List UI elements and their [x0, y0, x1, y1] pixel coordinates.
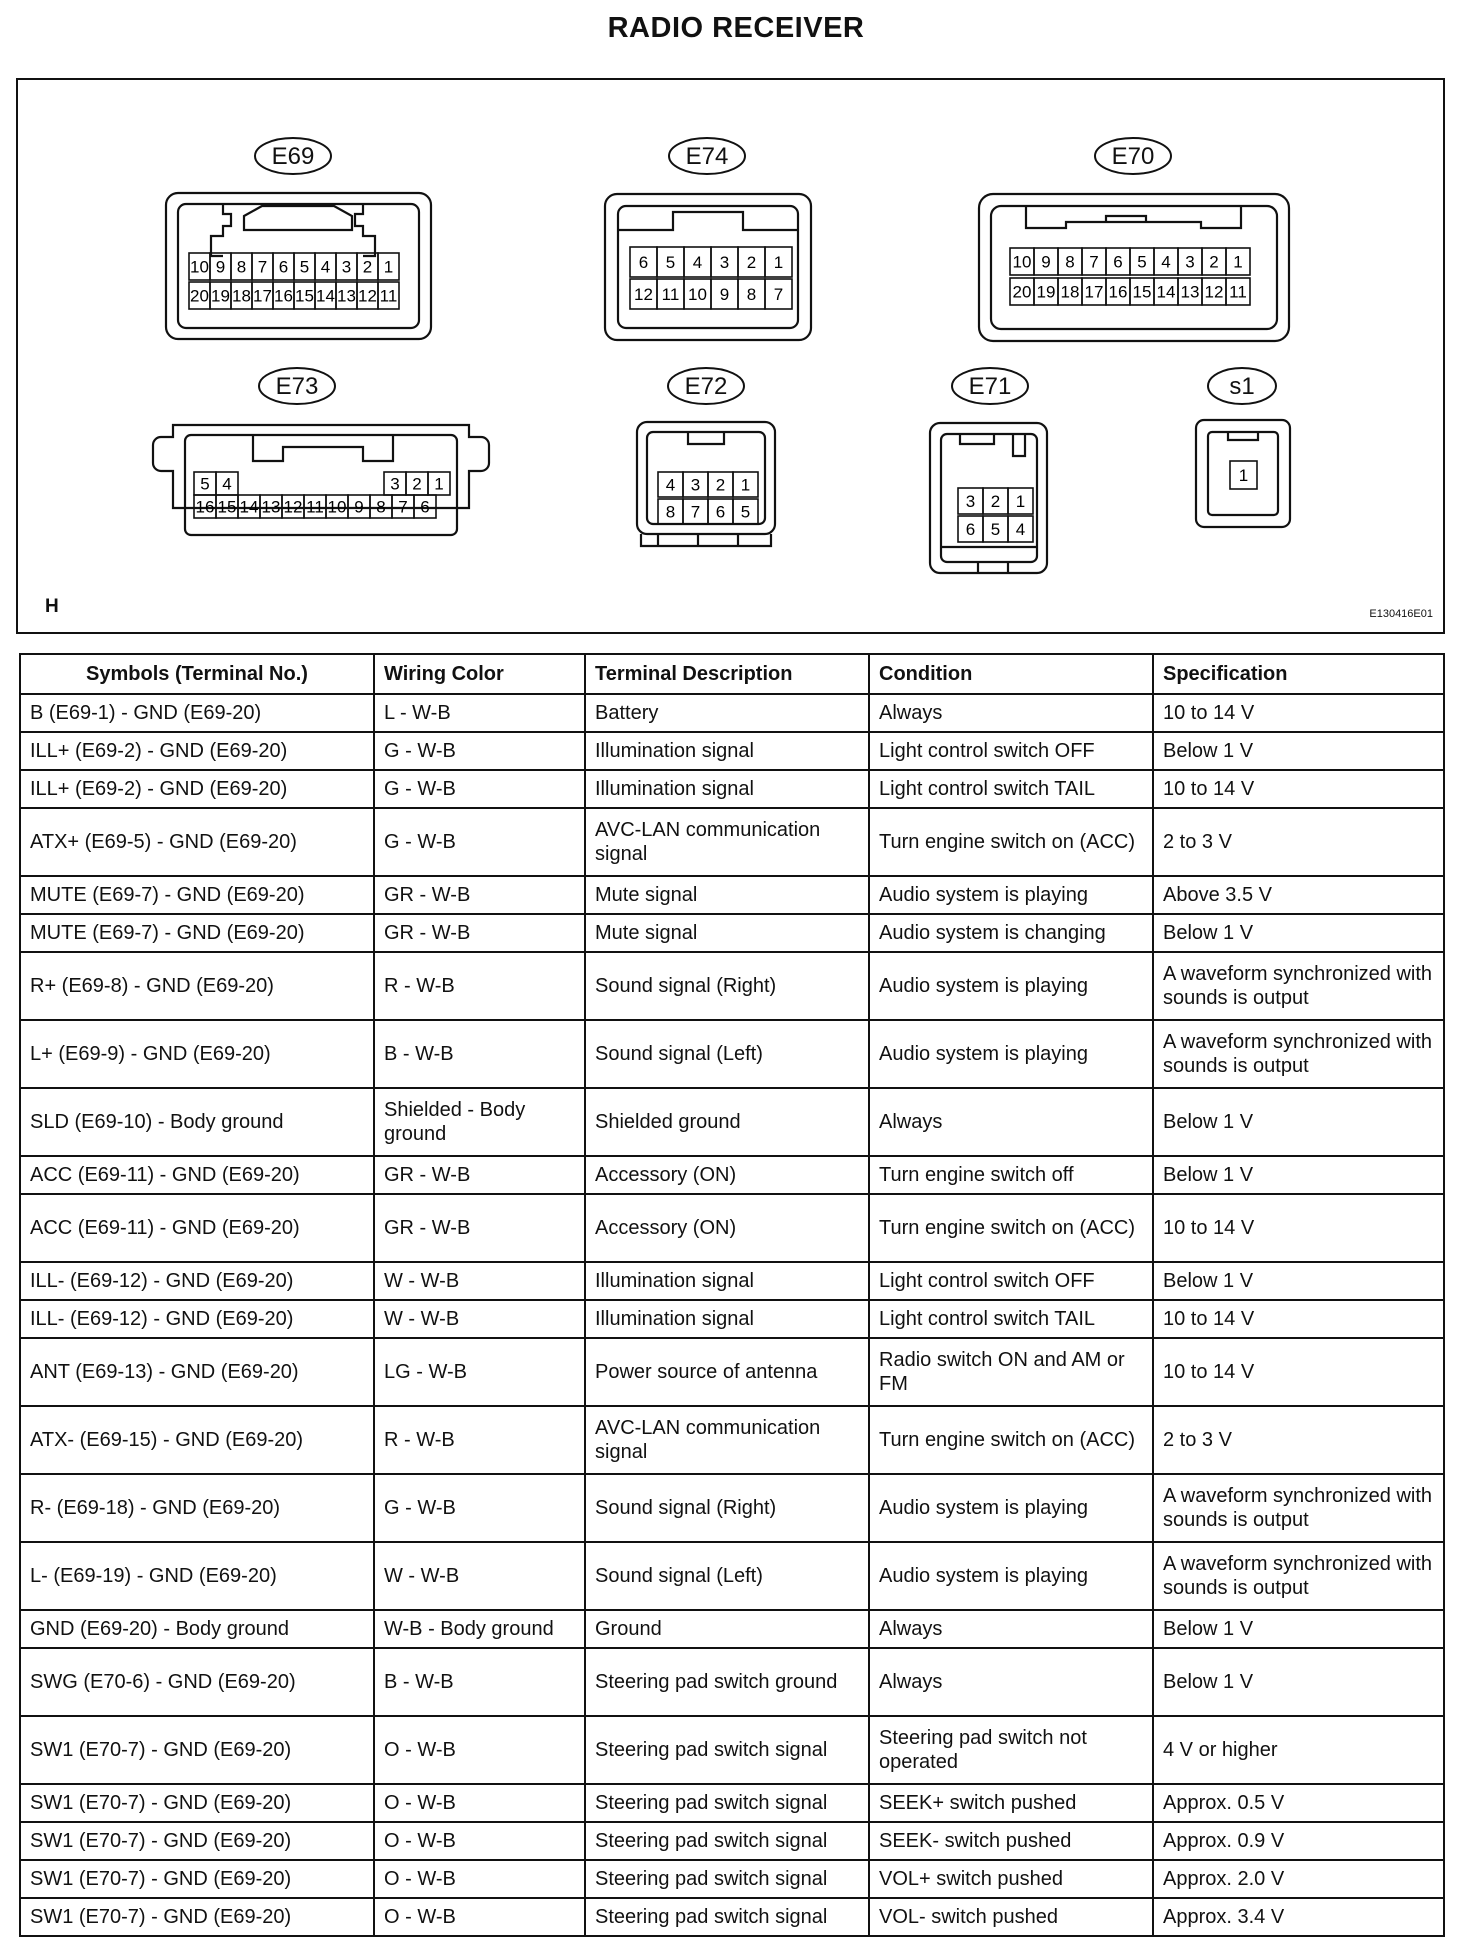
connector-label-s1: s1: [1229, 373, 1255, 400]
cell-wiring-color: GR - W-B: [374, 1156, 585, 1194]
connector-label-e73: E73: [275, 373, 319, 400]
pin-number: 9: [1041, 252, 1051, 272]
cell-terminal-description: Illumination signal: [585, 1262, 869, 1300]
pin-number: 3: [1185, 252, 1195, 272]
cell-symbols: SW1 (E70-7) - GND (E69-20): [20, 1860, 374, 1898]
pin-number: 2: [362, 257, 373, 277]
pin-number: 10: [688, 285, 707, 304]
table-row: [20, 770, 1444, 808]
pin-number: 14: [239, 497, 259, 517]
pin-number: 18: [1060, 282, 1080, 302]
cell-wiring-color: W - W-B: [374, 1300, 585, 1338]
pin-number: 3: [390, 474, 400, 494]
pin-number: 5: [990, 520, 1001, 539]
table-row: [20, 732, 1444, 770]
cell-symbols: ILL- (E69-12) - GND (E69-20): [20, 1300, 374, 1338]
cell-wiring-color: B - W-B: [374, 1648, 585, 1716]
cell-wiring-color: G - W-B: [374, 808, 585, 876]
pin-number: 4: [665, 475, 676, 495]
cell-symbols: ATX- (E69-15) - GND (E69-20): [20, 1406, 374, 1474]
cell-specification: Below 1 V: [1153, 1262, 1444, 1300]
pin-number: 5: [1137, 252, 1147, 272]
pin-number: 11: [1229, 282, 1247, 302]
pin-number: 12: [358, 286, 377, 306]
pin-number: 16: [1108, 282, 1128, 302]
pin-number: 20: [1012, 282, 1032, 302]
cell-condition: SEEK- switch pushed: [869, 1822, 1153, 1860]
pin-number: 6: [420, 497, 430, 517]
table-row: [20, 808, 1444, 876]
cell-specification: 10 to 14 V: [1153, 770, 1444, 808]
cell-terminal-description: Steering pad switch signal: [585, 1898, 869, 1936]
pin-number: 10: [327, 497, 347, 517]
connector-drawing: [18, 80, 1447, 636]
pin-number: 19: [211, 286, 230, 306]
cell-condition: Light control switch OFF: [869, 732, 1153, 770]
cell-terminal-description: Steering pad switch signal: [585, 1784, 869, 1822]
cell-condition: Turn engine switch off: [869, 1156, 1153, 1194]
pin-number: 9: [215, 257, 226, 277]
col-header-terminal-description: Terminal Description: [585, 654, 869, 694]
pin-number: 5: [299, 257, 310, 277]
cell-specification: Above 3.5 V: [1153, 876, 1444, 914]
table-row: [20, 1610, 1444, 1648]
pin-number: 15: [295, 286, 314, 306]
table-row: [20, 694, 1444, 732]
pin-number: 6: [965, 520, 976, 539]
col-header-specification: Specification: [1153, 654, 1444, 694]
table-row: [20, 1156, 1444, 1194]
cell-wiring-color: W - W-B: [374, 1262, 585, 1300]
pin-number: 5: [200, 474, 210, 494]
pin-number: 4: [320, 257, 331, 277]
table-row: [20, 1784, 1444, 1822]
cell-condition: Audio system is playing: [869, 1542, 1153, 1610]
cell-specification: 10 to 14 V: [1153, 1300, 1444, 1338]
cell-specification: A waveform synchronized with sounds is output: [1153, 1474, 1444, 1542]
cell-symbols: SWG (E70-6) - GND (E69-20): [20, 1648, 374, 1716]
cell-symbols: SW1 (E70-7) - GND (E69-20): [20, 1898, 374, 1936]
pin-number: 14: [1156, 282, 1176, 302]
cell-condition: Turn engine switch on (ACC): [869, 808, 1153, 876]
cell-wiring-color: G - W-B: [374, 1474, 585, 1542]
pin-number: 4: [1161, 252, 1171, 272]
cell-condition: Audio system is playing: [869, 952, 1153, 1020]
cell-wiring-color: Shielded - Body ground: [374, 1088, 585, 1156]
cell-terminal-description: Mute signal: [585, 876, 869, 914]
cell-condition: Audio system is playing: [869, 1474, 1153, 1542]
pin-number: 2: [990, 492, 1001, 511]
pin-number: 6: [715, 502, 726, 522]
cell-wiring-color: O - W-B: [374, 1784, 585, 1822]
pin-number: 7: [773, 285, 784, 304]
table-row: [20, 1020, 1444, 1088]
table-header-row: [20, 654, 1444, 694]
table-row: [20, 1474, 1444, 1542]
cell-symbols: R+ (E69-8) - GND (E69-20): [20, 952, 374, 1020]
pin-number: 8: [1065, 252, 1075, 272]
pin-number: 19: [1036, 282, 1056, 302]
cell-condition: Light control switch TAIL: [869, 770, 1153, 808]
pin-number: 3: [965, 492, 976, 511]
cell-terminal-description: Steering pad switch signal: [585, 1716, 869, 1784]
pin-number: 7: [257, 257, 268, 277]
cell-specification: Approx. 2.0 V: [1153, 1860, 1444, 1898]
cell-specification: A waveform synchronized with sounds is output: [1153, 952, 1444, 1020]
table-row: [20, 1822, 1444, 1860]
cell-symbols: L+ (E69-9) - GND (E69-20): [20, 1020, 374, 1088]
cell-symbols: MUTE (E69-7) - GND (E69-20): [20, 876, 374, 914]
cell-condition: Audio system is playing: [869, 876, 1153, 914]
pin-number: 1: [1015, 492, 1026, 511]
table-row: [20, 1898, 1444, 1936]
table-row: [20, 1300, 1444, 1338]
cell-symbols: ATX+ (E69-5) - GND (E69-20): [20, 808, 374, 876]
cell-specification: Approx. 0.5 V: [1153, 1784, 1444, 1822]
pin-number: 1: [1233, 252, 1243, 272]
pin-number: 17: [253, 286, 272, 306]
cell-symbols: ILL+ (E69-2) - GND (E69-20): [20, 732, 374, 770]
cell-condition: Turn engine switch on (ACC): [869, 1406, 1153, 1474]
cell-specification: Approx. 3.4 V: [1153, 1898, 1444, 1936]
pin-number: 4: [222, 474, 232, 494]
cell-terminal-description: Sound signal (Right): [585, 1474, 869, 1542]
cell-condition: Audio system is changing: [869, 914, 1153, 952]
pin-number: 8: [746, 285, 757, 304]
pin-number: 15: [1132, 282, 1152, 302]
cell-terminal-description: Steering pad switch signal: [585, 1860, 869, 1898]
cell-wiring-color: G - W-B: [374, 770, 585, 808]
cell-condition: Light control switch OFF: [869, 1262, 1153, 1300]
cell-specification: 2 to 3 V: [1153, 1406, 1444, 1474]
cell-specification: Approx. 0.9 V: [1153, 1822, 1444, 1860]
cell-condition: Light control switch TAIL: [869, 1300, 1153, 1338]
pin-number: 10: [190, 257, 209, 277]
pin-number: 11: [379, 286, 398, 306]
cell-symbols: ILL+ (E69-2) - GND (E69-20): [20, 770, 374, 808]
cell-symbols: MUTE (E69-7) - GND (E69-20): [20, 914, 374, 952]
pin-number: 1: [434, 474, 444, 494]
pin-number: 8: [376, 497, 386, 517]
e71-housing: [930, 423, 1047, 573]
pin-number: 13: [1180, 282, 1200, 302]
pin-number: 18: [232, 286, 251, 306]
table-row: [20, 1338, 1444, 1406]
pin-number: 11: [661, 285, 680, 304]
connector-label-e72: E72: [684, 373, 728, 400]
cell-symbols: ACC (E69-11) - GND (E69-20): [20, 1156, 374, 1194]
cell-wiring-color: B - W-B: [374, 1020, 585, 1088]
cell-terminal-description: Ground: [585, 1610, 869, 1648]
cell-condition: VOL- switch pushed: [869, 1898, 1153, 1936]
connector-label-e74: E74: [685, 143, 729, 170]
pin-number: 1: [740, 475, 751, 495]
pin-number: 8: [236, 257, 247, 277]
pin-number: 2: [715, 475, 726, 495]
cell-terminal-description: Shielded ground: [585, 1088, 869, 1156]
cell-specification: Below 1 V: [1153, 1088, 1444, 1156]
cell-terminal-description: Sound signal (Left): [585, 1020, 869, 1088]
cell-wiring-color: G - W-B: [374, 732, 585, 770]
pin-number: 2: [1209, 252, 1219, 272]
pin-number: 13: [261, 497, 281, 517]
pin-number: 2: [412, 474, 422, 494]
cell-terminal-description: AVC-LAN communication signal: [585, 1406, 869, 1474]
cell-terminal-description: Mute signal: [585, 914, 869, 952]
cell-terminal-description: Power source of antenna: [585, 1338, 869, 1406]
cell-symbols: B (E69-1) - GND (E69-20): [20, 694, 374, 732]
connector-label-e69: E69: [271, 143, 315, 170]
cell-wiring-color: GR - W-B: [374, 914, 585, 952]
cell-symbols: SW1 (E70-7) - GND (E69-20): [20, 1784, 374, 1822]
cell-wiring-color: O - W-B: [374, 1716, 585, 1784]
cell-wiring-color: LG - W-B: [374, 1338, 585, 1406]
pin-number: 12: [634, 285, 653, 304]
cell-terminal-description: Illumination signal: [585, 1300, 869, 1338]
cell-wiring-color: W - W-B: [374, 1542, 585, 1610]
table-row: [20, 1860, 1444, 1898]
table-row: [20, 1088, 1444, 1156]
pin-number: 9: [719, 285, 730, 304]
cell-terminal-description: Sound signal (Left): [585, 1542, 869, 1610]
cell-specification: Below 1 V: [1153, 1156, 1444, 1194]
cell-terminal-description: Illumination signal: [585, 732, 869, 770]
connector-label-e71: E71: [968, 373, 1012, 400]
terminal-spec-table: [19, 653, 1445, 1937]
cell-symbols: SW1 (E70-7) - GND (E69-20): [20, 1822, 374, 1860]
pin-number: 6: [1113, 252, 1123, 272]
table-row: [20, 1194, 1444, 1262]
cell-wiring-color: O - W-B: [374, 1822, 585, 1860]
cell-condition: Turn engine switch on (ACC): [869, 1194, 1153, 1262]
cell-specification: Below 1 V: [1153, 1610, 1444, 1648]
cell-specification: 10 to 14 V: [1153, 694, 1444, 732]
cell-condition: Always: [869, 694, 1153, 732]
pin-number: 6: [278, 257, 289, 277]
cell-condition: Always: [869, 1610, 1153, 1648]
cell-wiring-color: R - W-B: [374, 1406, 585, 1474]
pin-number: 12: [283, 497, 303, 517]
table-row: [20, 1716, 1444, 1784]
cell-wiring-color: R - W-B: [374, 952, 585, 1020]
cell-wiring-color: O - W-B: [374, 1898, 585, 1936]
pin-number: 3: [690, 475, 701, 495]
cell-condition: Always: [869, 1088, 1153, 1156]
cell-terminal-description: Battery: [585, 694, 869, 732]
pin-number: 14: [316, 286, 335, 306]
cell-symbols: R- (E69-18) - GND (E69-20): [20, 1474, 374, 1542]
cell-terminal-description: Steering pad switch ground: [585, 1648, 869, 1716]
pin-number: 7: [690, 502, 701, 522]
cell-symbols: SW1 (E70-7) - GND (E69-20): [20, 1716, 374, 1784]
cell-wiring-color: GR - W-B: [374, 1194, 585, 1262]
cell-condition: SEEK+ switch pushed: [869, 1784, 1153, 1822]
pin-number: 5: [740, 502, 751, 522]
connector-diagram: [16, 78, 1445, 634]
col-header-wiring-color: Wiring Color: [374, 654, 585, 694]
cell-specification: A waveform synchronized with sounds is output: [1153, 1542, 1444, 1610]
cell-symbols: GND (E69-20) - Body ground: [20, 1610, 374, 1648]
pin-number: 8: [665, 502, 676, 522]
table-row: [20, 952, 1444, 1020]
cell-symbols: ACC (E69-11) - GND (E69-20): [20, 1194, 374, 1262]
pin-number: 12: [1204, 282, 1224, 302]
cell-symbols: L- (E69-19) - GND (E69-20): [20, 1542, 374, 1610]
pin-number: 7: [1089, 252, 1099, 272]
col-header-condition: Condition: [869, 654, 1153, 694]
cell-terminal-description: Sound signal (Right): [585, 952, 869, 1020]
table-row: [20, 1542, 1444, 1610]
table-row: [20, 1406, 1444, 1474]
pin-number: 16: [274, 286, 293, 306]
cell-wiring-color: O - W-B: [374, 1860, 585, 1898]
table-row: [20, 1262, 1444, 1300]
cell-specification: 10 to 14 V: [1153, 1338, 1444, 1406]
pin-number: 7: [398, 497, 408, 517]
cell-condition: VOL+ switch pushed: [869, 1860, 1153, 1898]
cell-specification: 2 to 3 V: [1153, 808, 1444, 876]
cell-wiring-color: L - W-B: [374, 694, 585, 732]
figure-letter: H: [45, 596, 59, 617]
cell-specification: Below 1 V: [1153, 732, 1444, 770]
pin-number: 6: [638, 253, 649, 272]
cell-terminal-description: Accessory (ON): [585, 1156, 869, 1194]
cell-symbols: SLD (E69-10) - Body ground: [20, 1088, 374, 1156]
pin-number: 1: [1238, 466, 1249, 485]
cell-specification: A waveform synchronized with sounds is output: [1153, 1020, 1444, 1088]
cell-specification: Below 1 V: [1153, 914, 1444, 952]
pin-number: 17: [1084, 282, 1104, 302]
figure-code: E130416E01: [1369, 608, 1433, 620]
pin-number: 10: [1012, 252, 1032, 272]
cell-condition: Always: [869, 1648, 1153, 1716]
pin-number: 4: [1015, 520, 1026, 539]
pin-number: 1: [773, 253, 784, 272]
pin-number: 16: [195, 497, 215, 517]
cell-specification: 10 to 14 V: [1153, 1194, 1444, 1262]
pin-number: 15: [217, 497, 237, 517]
cell-condition: Steering pad switch not operated: [869, 1716, 1153, 1784]
table-row: [20, 1648, 1444, 1716]
pin-number: 1: [383, 257, 394, 277]
pin-number: 3: [341, 257, 352, 277]
cell-symbols: ANT (E69-13) - GND (E69-20): [20, 1338, 374, 1406]
cell-terminal-description: Accessory (ON): [585, 1194, 869, 1262]
page-title: RADIO RECEIVER: [607, 12, 865, 44]
pin-number: 9: [354, 497, 364, 517]
pin-number: 13: [337, 286, 356, 306]
cell-symbols: ILL- (E69-12) - GND (E69-20): [20, 1262, 374, 1300]
pin-number: 3: [719, 253, 730, 272]
cell-terminal-description: Steering pad switch signal: [585, 1822, 869, 1860]
pin-number: 4: [692, 253, 703, 272]
pin-number: 20: [190, 286, 209, 306]
pin-number: 5: [665, 253, 676, 272]
cell-terminal-description: AVC-LAN communication signal: [585, 808, 869, 876]
pin-number: 2: [746, 253, 757, 272]
pin-number: 11: [306, 497, 324, 517]
col-header-symbols: Symbols (Terminal No.): [20, 654, 374, 694]
cell-specification: Below 1 V: [1153, 1648, 1444, 1716]
cell-condition: Radio switch ON and AM or FM: [869, 1338, 1153, 1406]
cell-specification: 4 V or higher: [1153, 1716, 1444, 1784]
table-row: [20, 914, 1444, 952]
table-row: [20, 876, 1444, 914]
cell-condition: Audio system is playing: [869, 1020, 1153, 1088]
cell-wiring-color: W-B - Body ground: [374, 1610, 585, 1648]
cell-wiring-color: GR - W-B: [374, 876, 585, 914]
cell-terminal-description: Illumination signal: [585, 770, 869, 808]
connector-label-e70: E70: [1111, 143, 1155, 170]
